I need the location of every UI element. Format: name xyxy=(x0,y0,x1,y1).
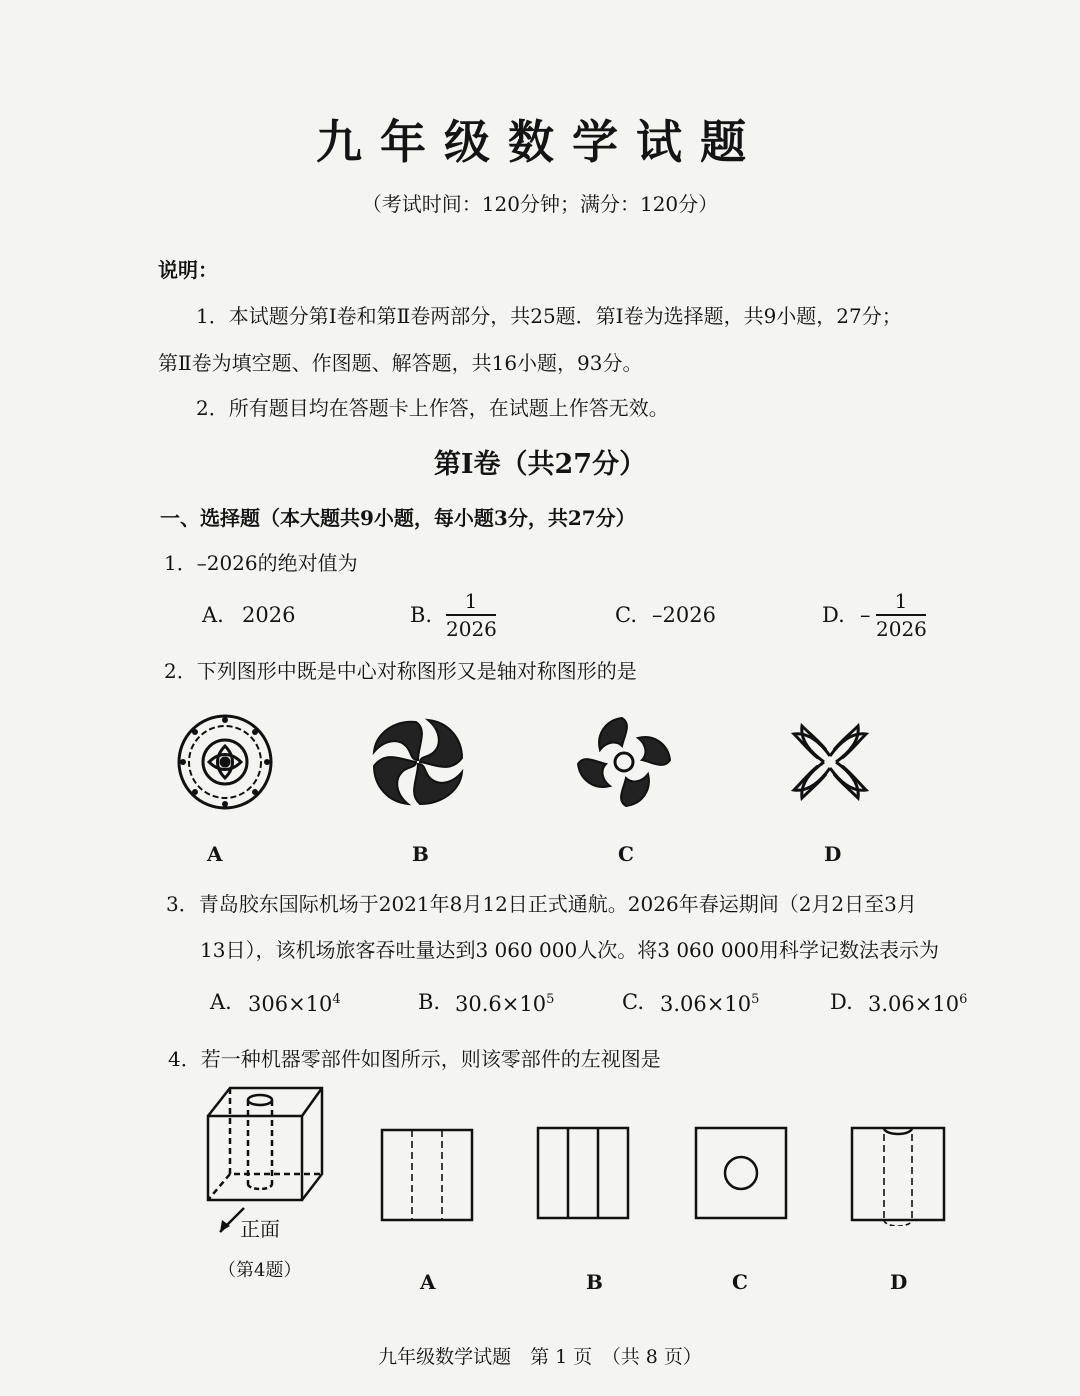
q3-option-c-exponent: 5 xyxy=(751,992,760,1007)
q3-option-d-label: D. xyxy=(830,990,853,1014)
q3-option-b xyxy=(455,992,554,1016)
q3-option-d-base: 3.06×10 xyxy=(868,992,960,1016)
q4-option-d-view xyxy=(850,1124,950,1226)
q4-label-d: D xyxy=(890,1270,908,1294)
q3-option-c-base: 3.06×10 xyxy=(660,992,752,1016)
q2-label-d: D xyxy=(824,842,842,866)
q3-option-c xyxy=(660,992,759,1016)
q3-stem-line-1: 3．青岛胶东国际机场于2021年8月12日正式通航。2026年春运期间（2月2日至3月 xyxy=(166,892,917,916)
instruction-1-line-2: 第Ⅱ卷为填空题、作图题、解答题，共16小题，93分。 xyxy=(158,351,643,375)
q2-label-c: C xyxy=(618,842,634,866)
section-title: 第Ⅰ卷（共27分） xyxy=(433,449,647,480)
q1-option-c-label: C. xyxy=(615,603,637,627)
q4-option-a-view xyxy=(380,1128,476,1224)
instructions-heading: 说明： xyxy=(158,258,218,282)
q1-option-b-fraction xyxy=(446,590,496,640)
q3-option-a-exponent: 4 xyxy=(332,992,341,1007)
q1-stem: 1．–2026的绝对值为 xyxy=(164,551,358,575)
q3-stem-line-2: 13日），该机场旅客吞吐量达到3 060 000人次。将3 060 000用科学记数法表示为 xyxy=(200,938,940,962)
q4-label-b: B xyxy=(586,1270,603,1294)
q3-option-b-exponent: 5 xyxy=(546,992,555,1007)
q4-label-c: C xyxy=(732,1270,748,1294)
q3-option-d xyxy=(868,992,967,1016)
instruction-1-line-1: 1．本试题分第Ⅰ卷和第Ⅱ卷两部分，共25题．第Ⅰ卷为选择题，共9小题，27分； xyxy=(196,304,902,328)
q4-option-c-view xyxy=(694,1126,790,1222)
q1-option-d-sign: – xyxy=(860,603,871,627)
q3-option-c-label: C. xyxy=(622,990,644,1014)
q4-label-a: A xyxy=(420,1270,436,1294)
instruction-2: 2．所有题目均在答题卡上作答，在试题上作答无效。 xyxy=(196,396,669,420)
q2-stem: 2．下列图形中既是中心对称图形又是轴对称图形的是 xyxy=(164,659,637,683)
q1-option-d-fraction xyxy=(876,590,926,640)
q1-option-c-value: –2026 xyxy=(652,603,716,627)
q4-stem: 4．若一种机器零部件如图所示，则该零部件的左视图是 xyxy=(168,1047,661,1071)
q3-option-a xyxy=(248,992,341,1016)
q2-figure-a xyxy=(170,712,280,812)
page-title: 九年级数学试题 xyxy=(316,115,764,169)
q2-figure-c xyxy=(572,712,676,812)
part-heading: 一、选择题（本大题共9小题，每小题3分，共27分） xyxy=(160,506,636,530)
q3-option-d-exponent: 6 xyxy=(959,992,968,1007)
q3-option-a-label: A. xyxy=(210,990,232,1014)
q2-label-b: B xyxy=(412,842,429,866)
q4-option-b-view xyxy=(536,1126,632,1222)
q1-option-b-numerator: 1 xyxy=(464,589,478,613)
q1-option-a-label: A. xyxy=(202,603,224,627)
q1-option-d-numerator: 1 xyxy=(894,589,908,613)
q1-option-a-value: 2026 xyxy=(242,603,296,627)
q1-option-d-label: D. xyxy=(822,603,845,627)
q2-figure-b xyxy=(368,716,468,808)
q4-figure-caption: （第4题） xyxy=(218,1260,302,1281)
q2-label-a: A xyxy=(207,842,223,866)
q3-option-b-base: 30.6×10 xyxy=(455,992,547,1016)
page-footer: 九年级数学试题 第 1 页 （共 8 页） xyxy=(378,1346,702,1368)
q2-figure-d xyxy=(780,712,880,812)
q1-option-b-denominator: 2026 xyxy=(446,617,497,641)
q4-front-label: 正面 xyxy=(240,1217,280,1241)
q1-option-d-denominator: 2026 xyxy=(876,617,927,641)
exam-info: （考试时间：120分钟；满分：120分） xyxy=(361,192,719,216)
q3-option-a-base: 306×10 xyxy=(248,992,333,1016)
q3-option-b-label: B. xyxy=(418,990,441,1014)
q1-option-b-label: B. xyxy=(410,603,433,627)
